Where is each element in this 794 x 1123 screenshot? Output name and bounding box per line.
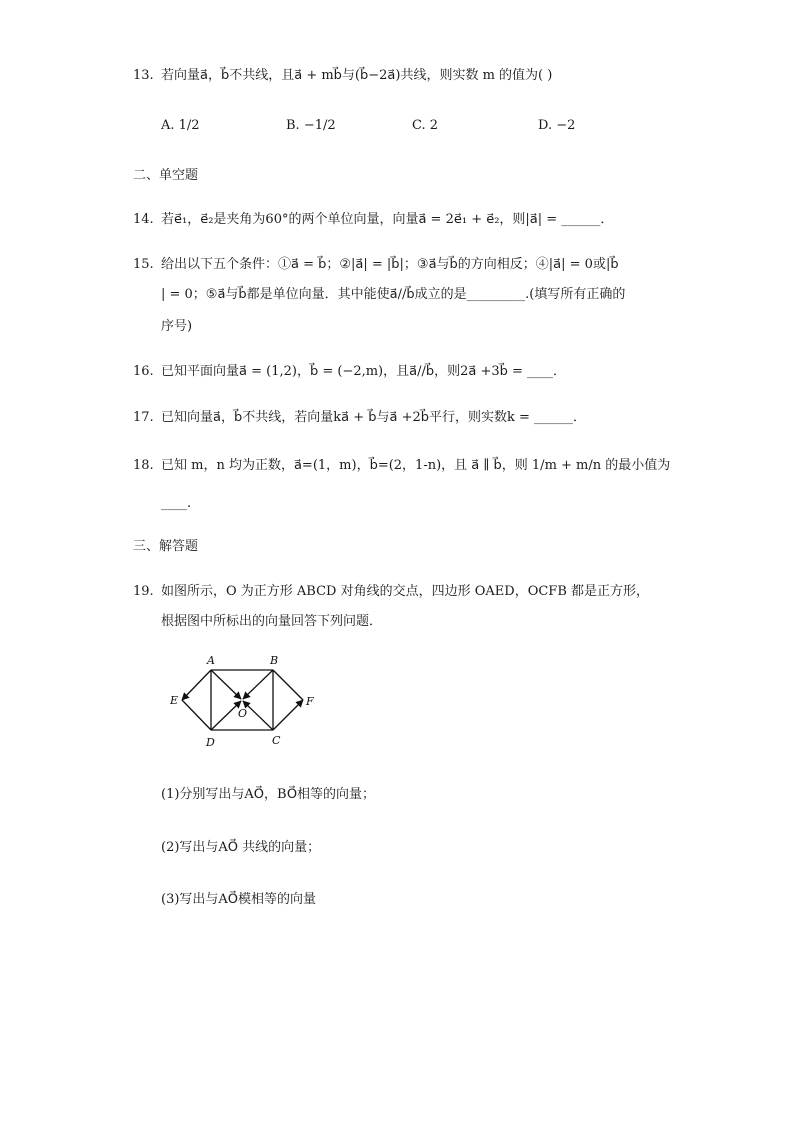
label-a: A xyxy=(207,654,215,667)
q13-option-a: A. 1/2 xyxy=(161,118,200,133)
question-17-text: 已知向量a⃗，b⃗不共线，若向量ka⃗ + b⃗与a⃗ +2b⃗平行，则实数k = ______． xyxy=(161,410,587,425)
edge-bf xyxy=(273,670,303,700)
question-17-number: 17. xyxy=(133,410,154,425)
question-13-number: 13. xyxy=(133,68,154,83)
section-heading-fill-in: 二、单空题 xyxy=(133,168,199,183)
question-15-line-2: | = 0；⑤a⃗与b⃗都是单位向量．其中能使a⃗//b⃗成立的是_________.(填写所有正确的 xyxy=(161,287,626,302)
question-19-line-1: 如图所示，O 为正方形 ABCD 对角线的交点，四边形 OAED，OCFB 都是正方形， xyxy=(161,584,650,599)
label-b: B xyxy=(270,654,279,667)
question-18-number: 18. xyxy=(133,458,154,473)
question-16-text: 已知平面向量a⃗ = (1,2)，b⃗ = (−2,m)，且a⃗//b⃗，则2a⃗ +3b⃗ = ____． xyxy=(161,364,567,379)
question-13-text: 若向量a⃗，b⃗不共线，且a⃗ + mb⃗与(b⃗−2a⃗)共线，则实数 m 的值为( ) xyxy=(161,68,553,83)
vector-ao xyxy=(211,670,241,699)
question-15-number: 15. xyxy=(133,257,154,272)
question-16-number: 16. xyxy=(133,364,154,379)
label-e: E xyxy=(170,694,179,707)
label-d: D xyxy=(206,736,215,749)
vector-cf xyxy=(273,700,303,730)
square-vector-figure xyxy=(163,650,333,750)
label-o: O xyxy=(238,707,248,720)
label-c: C xyxy=(272,734,281,747)
question-19-part-2: (2)写出与AO⃗ 共线的向量； xyxy=(161,840,321,855)
question-15-line-1: 给出以下五个条件：①a⃗ = b⃗；②|a⃗| = |b⃗|；③a⃗与b⃗的方向相反；④|a⃗| = 0或|b⃗ xyxy=(161,257,619,272)
edge-de xyxy=(182,700,211,730)
question-19-part-1: (1)分别写出与AO⃗，BO⃗相等的向量； xyxy=(161,787,376,802)
vector-co xyxy=(243,701,273,730)
question-18-line-2: ____. xyxy=(161,496,192,511)
question-19-line-2: 根据图中所标出的向量回答下列问题． xyxy=(161,614,383,629)
q13-option-c: C. 2 xyxy=(412,118,439,133)
q13-option-b: B. −1/2 xyxy=(286,118,336,133)
vector-do xyxy=(211,701,241,730)
question-19-part-3: (3)写出与AO⃗模相等的向量 xyxy=(161,892,317,907)
question-15-line-3: 序号) xyxy=(161,319,193,334)
question-14-number: 14. xyxy=(133,212,154,227)
question-14-text: 若e⃗₁，e⃗₂是夹角为60°的两个单位向量，向量a⃗ = 2e⃗₁ + e⃗₂，则|a⃗| = ______． xyxy=(161,212,614,227)
label-f: F xyxy=(306,695,314,708)
q13-option-d: D. −2 xyxy=(538,118,576,133)
question-19-number: 19. xyxy=(133,584,154,599)
question-18-line-1: 已知 m，n 均为正数，a⃗=(1，m)，b⃗=(2，1-n)，且 a⃗ ∥ b⃗，则 1/m + m/n 的最小值为 xyxy=(161,458,671,473)
vector-bo xyxy=(243,670,273,699)
vector-ae xyxy=(182,670,211,700)
section-heading-solutions: 三、解答题 xyxy=(133,539,199,554)
